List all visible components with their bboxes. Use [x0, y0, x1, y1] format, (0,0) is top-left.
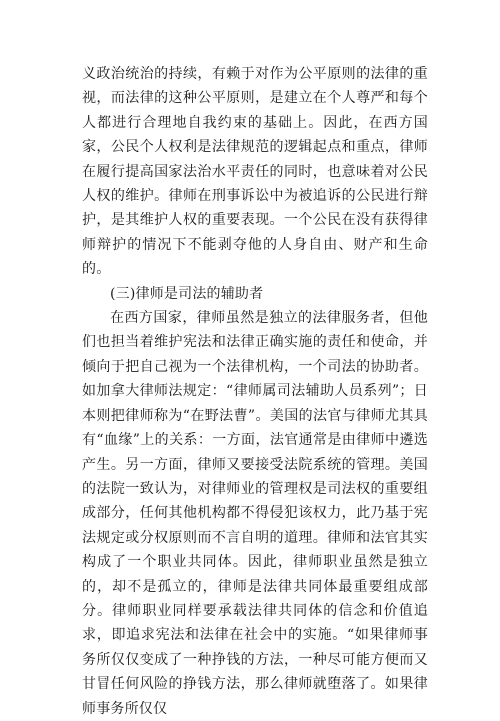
document-body: [82, 62, 428, 721]
paragraph-continued: 义政治统治的持续，有赖于对作为公平原则的法律的重视，而法律的这种公平原则，是建立在个人尊严和每个人都进行合理地自我约束的基础上。因此，在西方国家，公民个人权利是法律规范的逻辑起点和重点，律师在履行提高国家法治水平责任的同时，也意味着对公民人权的维护。律师在刑事诉讼中为被追诉的公民进行辩护，是其维护人权的重要表现。一个公民在没有获得律师辩护的情况下不能剥夺他的人身自由、财产和生命的。: [82, 66, 428, 278]
section-heading: (三)律师是司法的辅助者: [110, 285, 264, 302]
paragraph: 在西方国家，律师虽然是独立的法律服务者，但他们也担当着维护宪法和法律正确实施的责任和使命，并倾向于把自己视为一个法律机构，一个司法的协助者。如加拿大律师法规定：“律师属司法辅助人员系列”；日本则把律师称为“在野法曹”。美国的法官与律师尤其具有“血缘”上的关系：一方面，法官通常是由律师中遴选产生。另一方面，律师又要接受法院系统的管理。美国的法院一致认为，对律师业的管理权是司法权的重要组成部分，任何其他机构都不得侵犯该权力，此乃基于宪法规定或分权原则而不言自明的道理。律师和法官其实构成了一个职业共同体。因此，律师职业虽然是独立的，却不是孤立的，律师是法律共同体最重要组成部分。律师职业同样要承载法律共同体的信念和价值追求，即追求宪法和法律在社会中的实施。“如果律师事务所仅仅变成了一种挣钱的方法，一种尽可能方便而又甘冒任何风险的挣钱方法，那么律师就堕落了。如果律师事务所仅仅: [82, 310, 428, 717]
